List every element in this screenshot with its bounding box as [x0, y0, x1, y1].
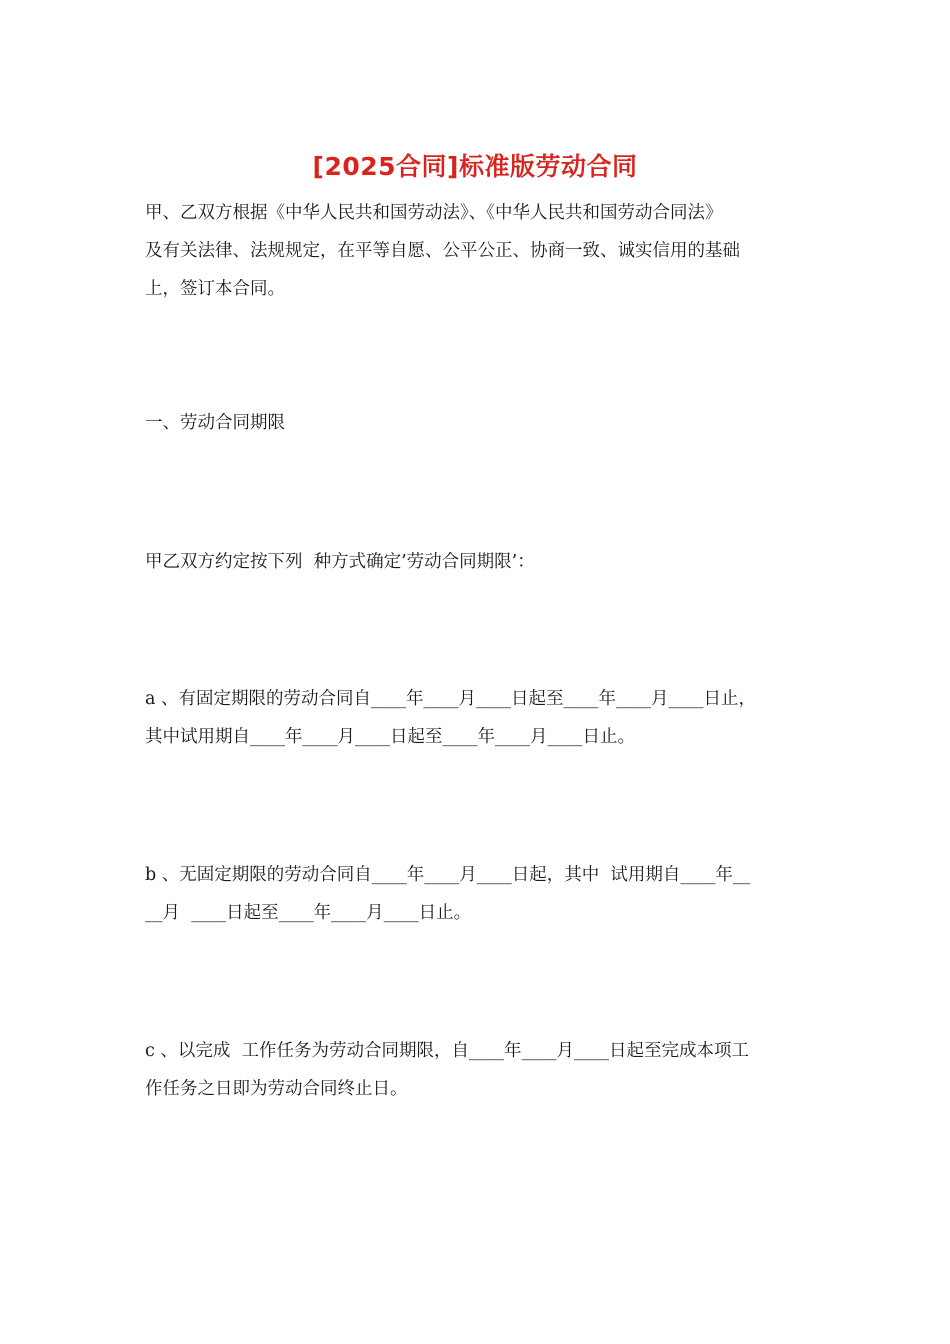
item-c-line: 作任务之日即为劳动合同终止日。 [145, 1079, 408, 1099]
item-b-line: __月 ____日起至____年____月____日止。 [145, 903, 472, 923]
item-b-line: b 、无固定期限的劳动合同自____年____月____日起，其中 试用期自____年__ [145, 865, 751, 885]
item-a-line: a 、有固定期限的劳动合同自____年____月____日起至____年____月____日止， [145, 689, 756, 709]
intro-line: 甲、乙双方根据《中华人民共和国劳动法》、《中华人民共和国劳动合同法》 [145, 203, 723, 223]
intro-line: 及有关法律、法规规定，在平等自愿、公平公正、协商一致、诚实信用的基础 [145, 241, 740, 261]
item-a-line: 其中试用期自____年____月____日起至____年____月____日止。 [145, 727, 635, 747]
method-line: 甲乙双方约定按下列 种方式确定’劳动合同期限’： [145, 552, 535, 572]
item-a-paragraph [145, 680, 810, 756]
method-paragraph [145, 543, 810, 581]
section-heading-term [145, 404, 810, 442]
intro-paragraph [145, 194, 810, 308]
intro-line: 上，签订本合同。 [145, 279, 285, 299]
item-c-paragraph [145, 1032, 810, 1108]
document-title: [2025合同]标准版劳动合同 [312, 152, 638, 181]
item-b-paragraph [145, 856, 810, 932]
item-c-line: c 、以完成 工作任务为劳动合同期限，自____年____月____日起至完成本项工 [145, 1041, 749, 1061]
section-heading-text: 一、劳动合同期限 [145, 413, 285, 433]
